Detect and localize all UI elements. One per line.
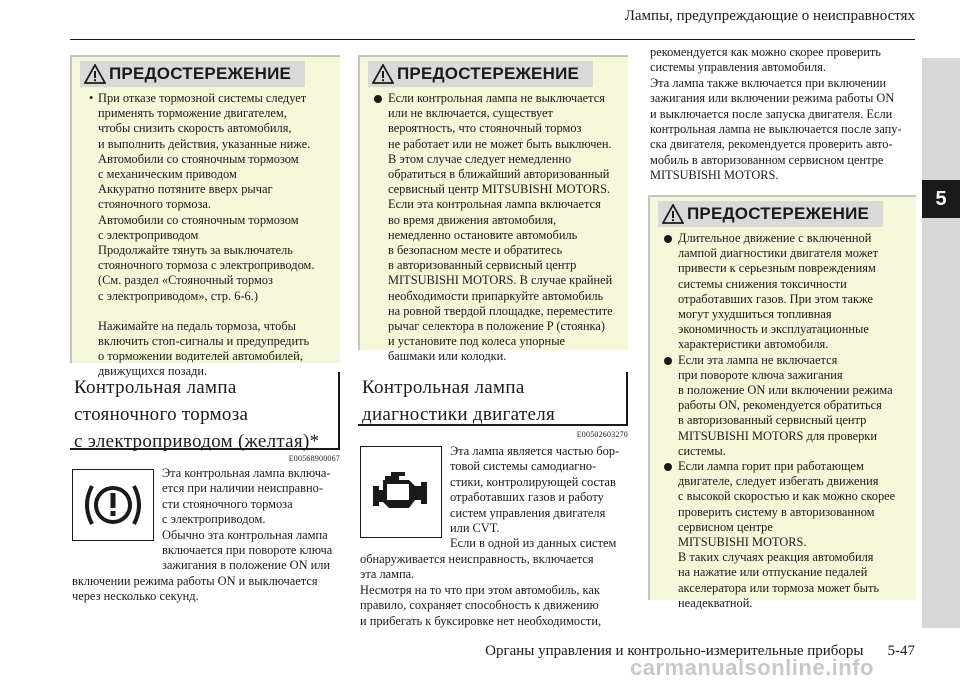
- section-code: E00568900067: [288, 454, 340, 463]
- text-line: сервисный центр MITSUBISHI MOTORS.: [388, 182, 611, 197]
- text-line: с электроприводом», стр. 6-6.): [98, 288, 258, 303]
- text-line: Несмотря на то что при этом автомобиль, как: [360, 582, 600, 597]
- text-line: Эта лампа также включается при включении: [650, 75, 887, 90]
- text-line: В таких случаях реакция автомобиля: [678, 550, 874, 565]
- bullet-item: [678, 353, 908, 368]
- text-line: (См. раздел «Стояночный тормоз: [98, 273, 273, 288]
- warning-triangle-icon: [372, 64, 394, 84]
- text-line: чтобы снизить скорость автомобиля,: [98, 121, 292, 136]
- text-line: стики, контролирующей состав: [450, 474, 616, 489]
- bullet-item: [678, 459, 908, 474]
- text-line: стояночного тормоза.: [98, 197, 212, 212]
- text-line: неадекватной.: [678, 595, 753, 610]
- text-line: или CVT.: [450, 521, 500, 536]
- text-line: Длительное движение с включенной: [678, 231, 872, 245]
- text-line: рычаг селектора в положение P (стоянка): [388, 319, 605, 334]
- text-line: включается при повороте ключа: [162, 543, 333, 558]
- text-line: и выключается после запуска двигателя. Если: [650, 106, 893, 121]
- text-line: двигателе, следует избегать движения: [678, 474, 879, 489]
- text-line: Обычно эта контрольная лампа: [162, 527, 328, 542]
- text-line: в безопасном месте и обратитесь: [388, 243, 563, 258]
- title-line: Контрольная лампа: [74, 377, 237, 398]
- text-line: MITSUBISHI MOTORS. В случае крайней: [388, 273, 613, 288]
- section-code: E00502603270: [576, 430, 628, 439]
- text-line: о торможении водителей автомобилей,: [98, 349, 303, 364]
- text-line: башмаки или колодки.: [388, 349, 507, 364]
- paragraph-beside-icon: [162, 466, 342, 574]
- bullet-glyph: •: [89, 91, 94, 105]
- chapter-side-tab: [922, 58, 960, 628]
- bullet-item: [678, 231, 908, 246]
- text-line: обнаруживается неисправность, включается: [360, 552, 594, 566]
- section-title-box-engine-diagnostics: [358, 372, 628, 426]
- text-line: Автомобили со стояночным тормозом: [98, 212, 299, 227]
- parking-brake-warning-icon: [80, 478, 146, 532]
- text-line: обратиться в ближайший авторизованный: [388, 167, 610, 182]
- text-line: включении режима работы ON и выключается: [72, 574, 318, 588]
- header-rule: [70, 39, 915, 40]
- section-title: [70, 372, 338, 455]
- text-line: при повороте ключа зажигания: [678, 367, 843, 382]
- text-line: зажигания в положение ON или: [162, 558, 331, 573]
- text-line: вероятность, что стояночный тормоз: [388, 121, 582, 136]
- parking-brake-lamp-icon-box: [72, 469, 154, 541]
- bullet-dot: [374, 95, 382, 103]
- page-header-title: Лампы, предупреждающие о неисправностях: [624, 8, 915, 24]
- text-line: с электроприводом: [98, 227, 199, 242]
- text-line: правило, сохраняет способность к движению: [360, 598, 599, 613]
- watermark: carmanualsonline.info: [630, 655, 874, 680]
- text-line: сервисном центре: [678, 519, 773, 534]
- text-line: сти стояночного тормоза: [162, 496, 293, 511]
- text-line: включить стоп-сигналы и предупредить: [98, 334, 310, 349]
- text-line: на ровной твердой площадке, переместите: [388, 303, 613, 318]
- text-line: товой системы самодиагно-: [450, 459, 597, 474]
- text-line: с высокой скоростью и как можно скорее: [678, 489, 896, 504]
- paragraph-continued: [650, 45, 918, 184]
- text-line: с механическим приводом: [98, 167, 237, 182]
- text-line: Автомобили со стояночным тормозом: [98, 151, 299, 166]
- warning-label: ПРЕДОСТЕРЕЖЕНИЕ: [397, 64, 580, 83]
- section-title: [358, 372, 626, 428]
- page-number: 5-47: [887, 643, 915, 659]
- warning-header: [658, 201, 883, 227]
- text-line: работы ON, рекомендуется обратиться: [678, 398, 882, 413]
- bullet-dot: [664, 463, 672, 471]
- text-line: лампой диагностики двигателя может: [678, 246, 879, 261]
- text-line: ется при наличии неисправно-: [162, 481, 323, 496]
- text-line: не работает или не может быть выключен.: [388, 136, 612, 151]
- check-engine-icon: [369, 470, 433, 514]
- text-line: экономичность и эксплуатационные: [678, 322, 869, 337]
- text-line: Аккуратно потяните вверх рычаг: [98, 182, 273, 197]
- text-line: системы управления автомобиля.: [650, 60, 826, 75]
- text-line: во время движения автомобиля,: [388, 212, 557, 227]
- text-line: в положение ON или включении режима: [678, 383, 893, 398]
- bullet-item: [388, 91, 620, 106]
- text-line: стояночного тормоза с электроприводом.: [98, 258, 315, 273]
- text-line: контрольная лампа не выключается после запу-: [650, 122, 902, 137]
- text-line: эта лампа.: [360, 567, 415, 582]
- text-line: ска двигателя, рекомендуется проверить авто-: [650, 137, 893, 152]
- warning-label: ПРЕДОСТЕРЕЖЕНИЕ: [687, 204, 870, 223]
- text-line: проверить систему в авторизованном: [678, 504, 875, 519]
- warning-header: [368, 61, 593, 87]
- bullet-dot: [664, 235, 672, 243]
- paragraph-full-width: [360, 552, 635, 629]
- text-line: в авторизованный сервисный центр: [678, 413, 867, 428]
- text-line: Продолжайте тянуть за выключатель: [98, 243, 293, 258]
- warning-box-lamp-not-off: [358, 55, 628, 364]
- text-line: в авторизованный сервисный центр: [388, 258, 577, 273]
- title-line: Контрольная лампа: [362, 377, 525, 398]
- title-line: диагностики двигателя: [362, 404, 556, 425]
- section-title-box-parking-brake: [70, 372, 340, 450]
- text-line: необходимости припаркуйте автомобиль: [388, 288, 604, 303]
- warning-box-brake-failure: [70, 55, 340, 379]
- text-line: системы снижения токсичности: [678, 276, 847, 291]
- text-line: и прибегать к буксировке нет необходимости,: [360, 613, 602, 628]
- text-line: Эта контрольная лампа включа-: [162, 466, 331, 480]
- text-line: на нажатие или отпускание педалей: [678, 565, 868, 580]
- text-line: Если эта лампа не включается: [678, 352, 838, 367]
- text-line: или не включается, существует: [388, 106, 553, 121]
- text-line: системы.: [678, 443, 726, 458]
- text-line: При отказе тормозной системы следует: [98, 91, 307, 105]
- paragraph-beside-icon: [450, 444, 630, 552]
- text-line: Эта лампа является частью бор-: [450, 444, 620, 458]
- text-line: систем управления двигателя: [450, 505, 606, 520]
- text-line: немедленно остановите автомобиль: [388, 227, 578, 242]
- text-line: движущихся позади.: [98, 364, 208, 379]
- warning-text: [72, 87, 340, 380]
- warning-header: [80, 61, 305, 87]
- footer-section-title: Органы управления и контрольно-измерительные приборы: [485, 643, 864, 659]
- warning-text: [360, 87, 628, 365]
- text-line: зажигания или включении режима работы ON: [650, 91, 895, 106]
- text-line: характеристики автомобиля.: [678, 337, 829, 352]
- warning-box-engine-lamp: [648, 195, 916, 610]
- text-line: и установите под колеса упорные: [388, 334, 566, 349]
- engine-lamp-icon-box: [360, 446, 442, 538]
- warning-label: ПРЕДОСТЕРЕЖЕНИЕ: [109, 64, 292, 83]
- text-line: MITSUBISHI MOTORS.: [678, 535, 807, 550]
- title-line: с электроприводом (желтая)*: [74, 431, 320, 452]
- warning-triangle-icon: [662, 204, 684, 224]
- text-line: Если в одной из данных систем: [450, 536, 617, 551]
- text-line: применять торможение двигателем,: [98, 106, 287, 121]
- text-line: MITSUBISHI MOTORS для проверки: [678, 428, 877, 443]
- text-line: и выполнить действия, указанные ниже.: [98, 136, 311, 151]
- chapter-number: 5: [922, 180, 960, 218]
- text-line: с электроприводом.: [162, 512, 266, 527]
- text-line: MITSUBISHI MOTORS.: [650, 168, 779, 183]
- text-line: привести к серьезным повреждениям: [678, 261, 876, 276]
- text-line: могут ухудшиться топливная: [678, 307, 832, 322]
- bullet-dot: [664, 357, 672, 365]
- text-line: акселератора или тормоза может быть: [678, 580, 880, 595]
- warning-triangle-icon: [84, 64, 106, 84]
- text-line: отработавших газов и работу: [450, 490, 604, 505]
- text-line: В этом случае следует немедленно: [388, 151, 572, 166]
- text-line: через несколько секунд.: [72, 589, 199, 604]
- paragraph-full-width: [72, 574, 347, 605]
- title-line: стояночного тормоза: [74, 404, 249, 425]
- text-line: Если лампа горит при работающем: [678, 459, 864, 474]
- warning-text: [650, 227, 916, 611]
- text-line: рекомендуется как можно скорее проверить: [650, 45, 881, 59]
- text-line: Если контрольная лампа не выключается: [388, 91, 605, 105]
- text-line: Нажимайте на педаль тормоза, чтобы: [98, 318, 296, 333]
- text-line: мобиль в авторизованном сервисном центре: [650, 152, 884, 167]
- text-line: отработавших газов. При этом также: [678, 291, 873, 306]
- text-line: Если эта контрольная лампа включается: [388, 197, 601, 212]
- bullet-item: [89, 91, 332, 106]
